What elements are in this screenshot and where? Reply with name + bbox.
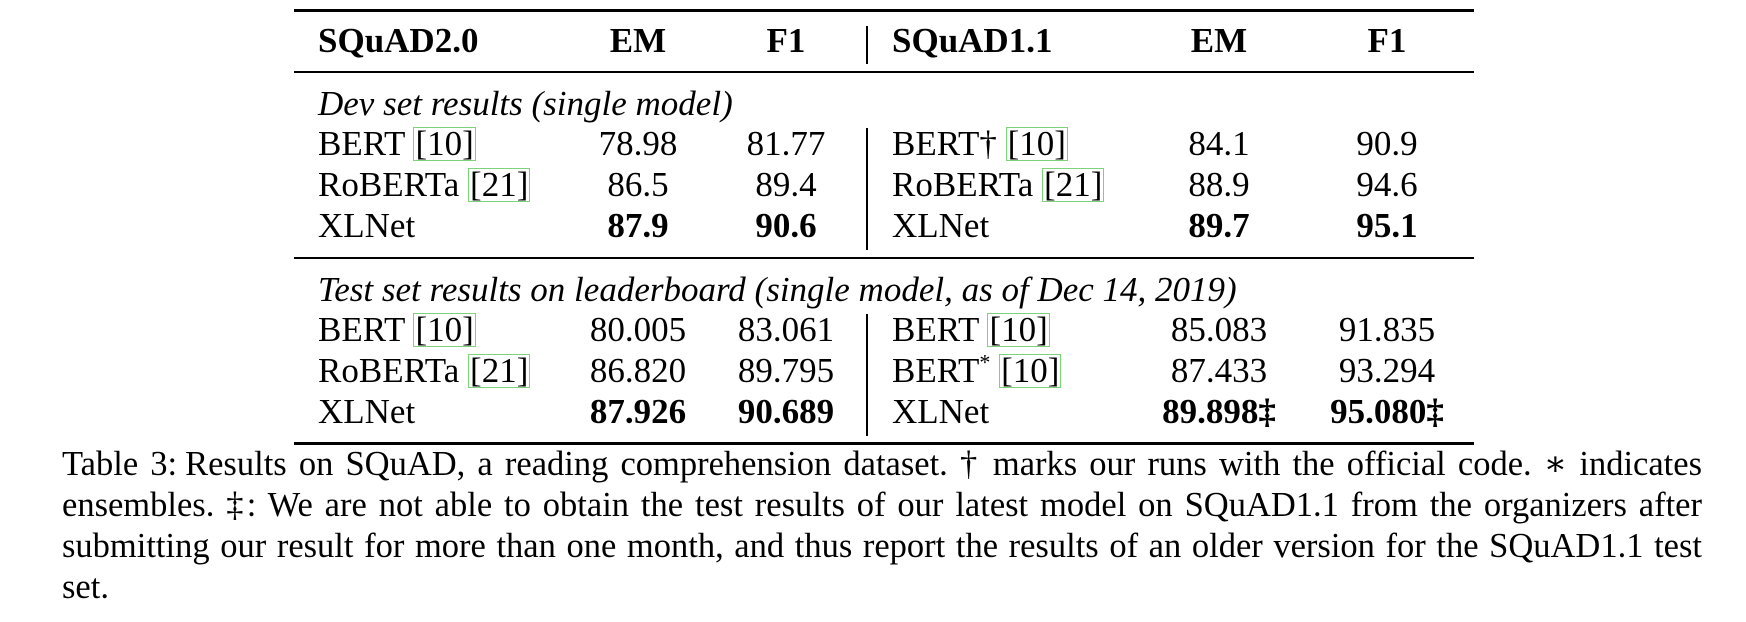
table-cell-em: 86.820 [589,351,687,390]
table-cell-em: 84.1 [1188,124,1250,163]
table-row-model: RoBERTa [21] [892,165,1103,204]
table-cell-em-best: 89.898‡ [1162,392,1276,431]
table-row-model: RoBERTa [21] [318,165,529,204]
citation-link[interactable]: [10] [415,310,474,349]
table-caption [62,444,1702,608]
table-row-model: XLNet [318,206,416,245]
caption-label: Table 3: [62,445,178,483]
citation-link[interactable]: [21] [470,351,529,390]
table-row-model: BERT [10] [892,310,1048,349]
table-cell-f1-best: 90.689 [737,392,835,431]
table-row-model: XLNet [318,392,416,431]
table-cell-f1: 89.4 [755,165,817,204]
ensemble-marker: * [979,349,991,375]
table-cell-em: 80.005 [589,310,687,349]
column-divider [866,314,868,436]
table-row-model: RoBERTa [21] [318,351,529,390]
table-row-model: BERT† [10] [892,124,1066,163]
citation-link[interactable]: [21] [1044,165,1103,204]
table-cell-f1: 90.9 [1356,124,1418,163]
citation-link[interactable]: [10] [415,124,474,163]
table-cell-em: 85.083 [1170,310,1268,349]
table-cell-em-best: 87.9 [607,206,669,245]
table-section-rule [294,257,1474,259]
dev-section-title: Dev set results (single model) [318,84,733,123]
citation-link[interactable]: [21] [470,165,529,204]
citation-link[interactable]: [10] [989,310,1048,349]
table-cell-f1-best: 95.1 [1356,206,1418,245]
table-header-rule [294,71,1474,73]
table-row-model: BERT [10] [318,124,474,163]
table-cell-em-best: 87.926 [589,392,687,431]
table-top-rule [294,9,1474,12]
table-cell-em: 88.9 [1188,165,1250,204]
table-row-model: BERT* [10] [892,349,1060,390]
column-divider [866,128,868,250]
citation-link[interactable]: [10] [1007,124,1066,163]
table-cell-f1-best: 90.6 [755,206,817,245]
header-em-squad20: EM [609,21,667,60]
header-squad11: SQuAD1.1 [892,21,1053,60]
header-em-squad11: EM [1190,21,1248,60]
header-squad20: SQuAD2.0 [318,21,479,60]
column-divider [866,26,868,64]
table-cell-f1: 91.835 [1338,310,1436,349]
table-cell-em-best: 89.7 [1188,206,1250,245]
table-cell-f1: 93.294 [1338,351,1436,390]
table-cell-f1: 83.061 [737,310,835,349]
table-cell-f1: 81.77 [746,124,826,163]
table-row-model: XLNet [892,392,990,431]
header-f1-squad20: F1 [766,21,806,60]
table-row-model: BERT [10] [318,310,474,349]
table-cell-em: 78.98 [598,124,678,163]
header-f1-squad11: F1 [1367,21,1407,60]
caption-text: Results on SQuAD, a reading comprehension dataset. † marks our runs with the official code. ∗ indicates ensembles. ‡: We are not able to obtain the test results of our latest model on SQuAD1.1 from the organizers after submitting our result for more than one month, and thus report the results of an older version for the SQuAD1.1 test set. [62,445,1702,606]
table-row-model: XLNet [892,206,990,245]
table-cell-f1: 94.6 [1356,165,1418,204]
table-cell-f1-best: 95.080‡ [1330,392,1444,431]
table-cell-em: 86.5 [607,165,669,204]
citation-link[interactable]: [10] [1001,351,1060,390]
test-section-title: Test set results on leaderboard (single model, as of Dec 14, 2019) [318,270,1237,309]
table-cell-em: 87.433 [1170,351,1268,390]
table-cell-f1: 89.795 [737,351,835,390]
